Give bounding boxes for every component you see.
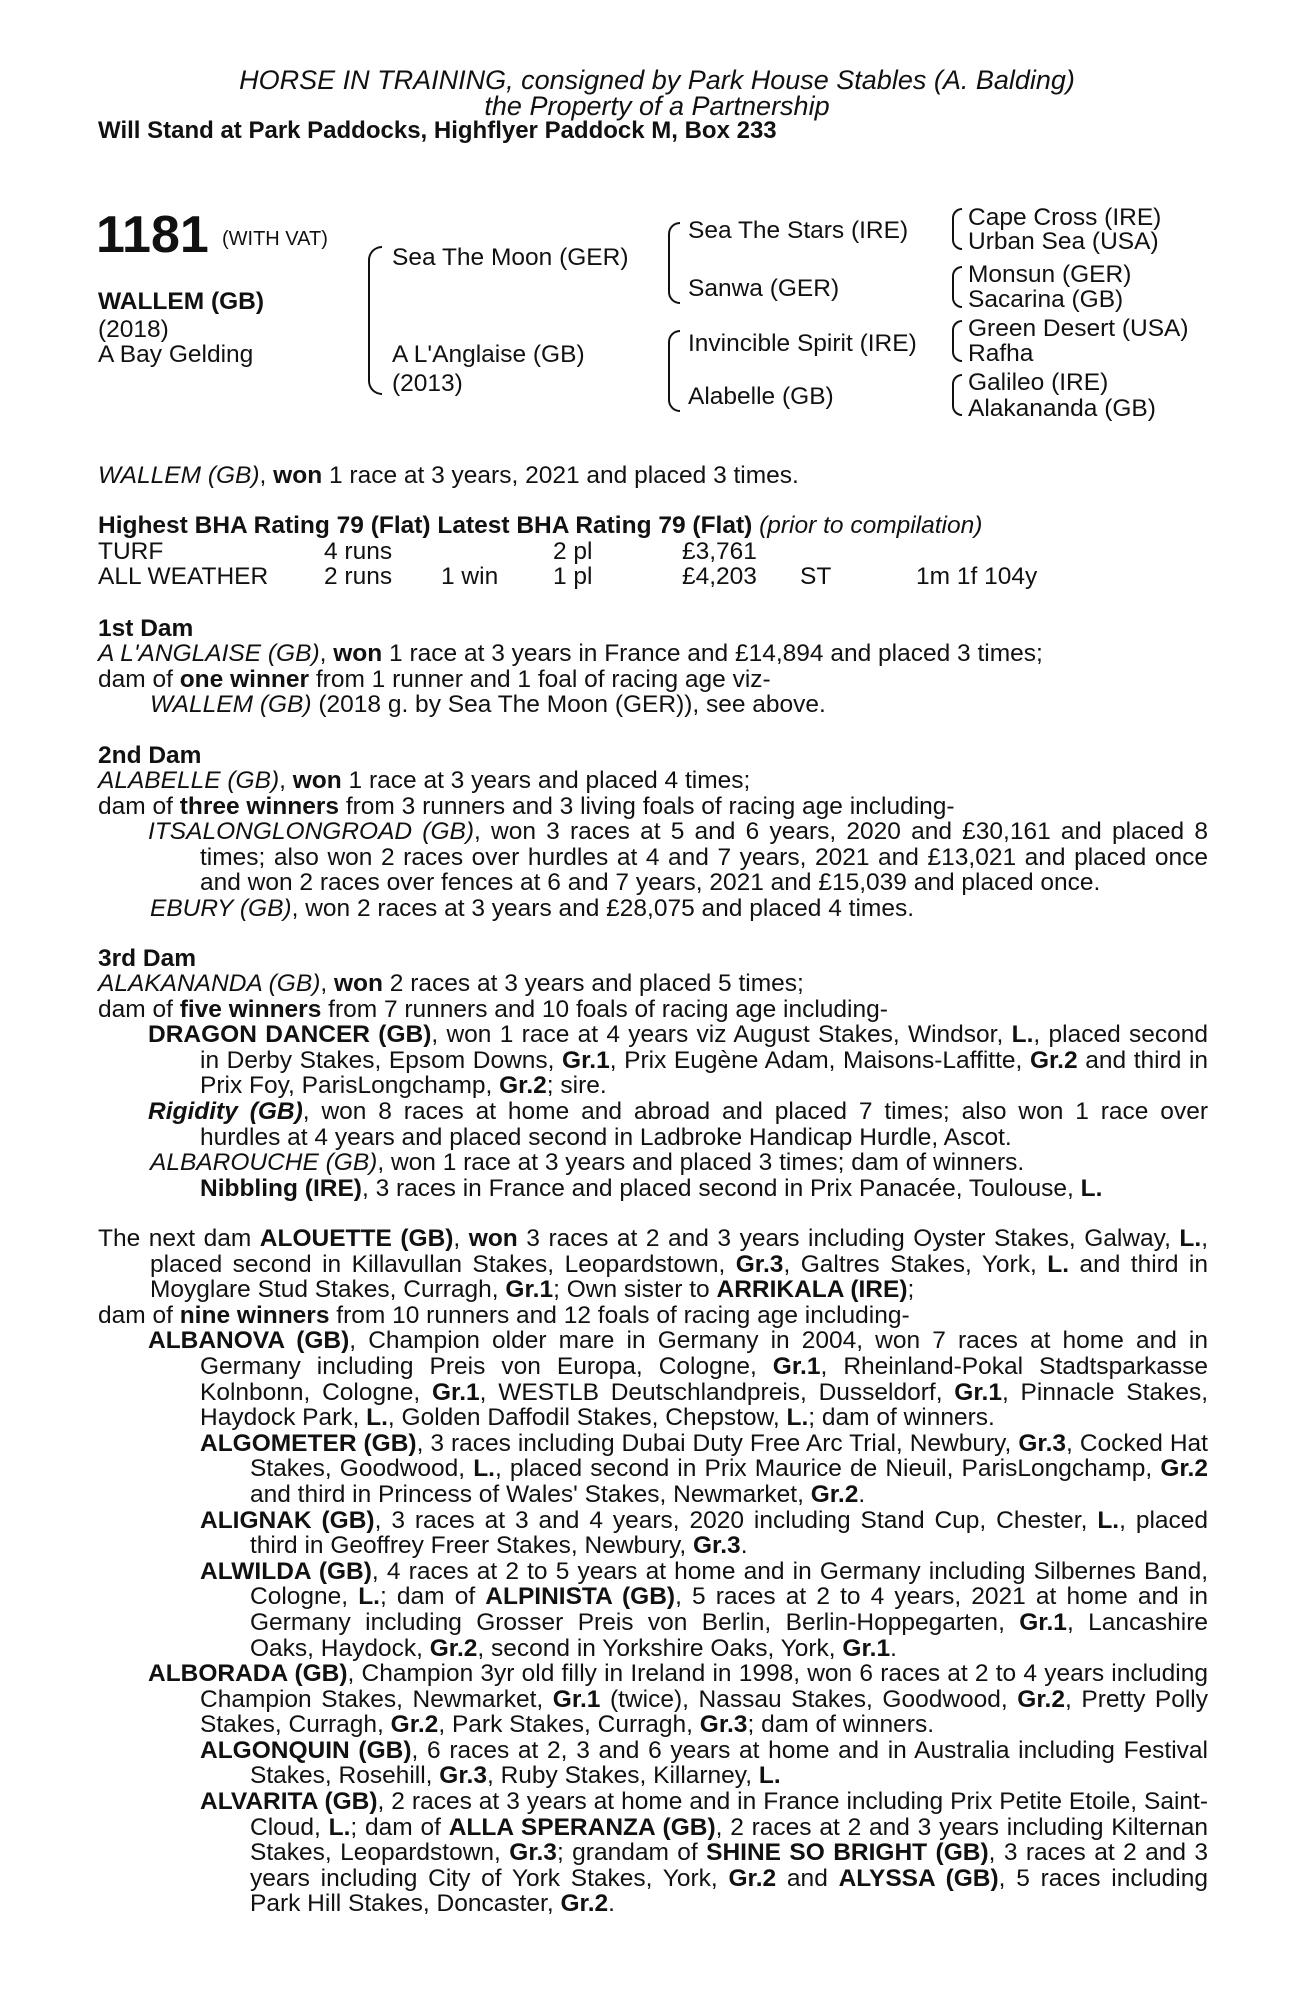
pedigree-ssd: Urban Sea (USA) xyxy=(968,228,1159,255)
lot-number: 1181 xyxy=(96,206,209,264)
header-location: Will Stand at Park Paddocks, Highflyer Paddock M, Box 233 xyxy=(98,117,777,144)
pedigree-sss: Cape Cross (IRE) xyxy=(968,204,1162,231)
horse-year: (2018) xyxy=(98,316,169,343)
pedigree-dam: A L'Anglaise (GB) xyxy=(392,341,585,368)
pedigree-sire: Sea The Moon (GER) xyxy=(392,244,629,271)
pedigree-dss: Green Desert (USA) xyxy=(968,315,1189,342)
bha-rating: Highest BHA Rating 79 (Flat) Latest BHA Rating 79 (Flat) (prior to compilation) xyxy=(98,512,983,539)
pedigree-ds: Invincible Spirit (IRE) xyxy=(688,330,917,357)
dam2-heading: 2nd Dam xyxy=(98,742,202,769)
pedigree-brace-dam xyxy=(668,330,680,412)
rating-row-turf: TURF 4 runs 2 pl £3,761 xyxy=(98,538,757,565)
dam1-section: A L'ANGLAISE (GB), won 1 race at 3 years in France and £14,894 and placed 3 times; dam of one winner from 1 runner and 1 foal of racing age viz- WALLEM (GB) (2018 g. by Sea The Moon (GER)), see above. xyxy=(98,640,1043,719)
header-title: HORSE IN TRAINING, consigned by Park House Stables (A. Balding) xyxy=(239,65,1075,95)
pedigree-dd: Alabelle (GB) xyxy=(688,383,834,410)
pedigree-sd: Sanwa (GER) xyxy=(688,275,840,302)
pedigree-brace-sd xyxy=(952,266,962,308)
horse-name: WALLEM (GB) xyxy=(98,288,265,315)
rating-row-aw: ALL WEATHER 2 runs 1 win 1 pl £4,203 ST 1m 1f 104y xyxy=(98,563,1038,590)
dam3-section: ALAKANANDA (GB), won 2 races at 3 years and placed 5 times; dam of five winners from 7 runners and 10 foals of racing age including- DRAGON DANCER (GB), won 1 race at 4 years viz August Stakes, Windsor, L., placed second in Derby Stakes, Epsom Downs, Gr.1, Prix Eugène Adam, Maisons-Laffitte, Gr.2 and third in Prix Foy, ParisLongchamp, Gr.2; sire. Rigidity (GB), won 8 races at home and abroad and placed 7 times; also won 1 race over hurdles at 4 years and placed second in Ladbroke Handicap Hurdle, Ascot. ALBAROUCHE (GB), won 1 race at 3 years and placed 3 times; dam of winners. Nibbling (IRE), 3 races in France and placed second in Prix Panacée, Toulouse, L. xyxy=(98,970,1209,1202)
horse-desc: A Bay Gelding xyxy=(98,341,254,368)
pedigree-sds: Monsun (GER) xyxy=(968,261,1132,288)
pedigree-brace-dd xyxy=(952,374,962,416)
pedigree-dds: Galileo (IRE) xyxy=(968,369,1109,396)
dam3-heading: 3rd Dam xyxy=(98,945,197,972)
header-subtitle: the Property of a Partnership xyxy=(484,91,830,121)
dam1-heading: 1st Dam xyxy=(98,615,194,642)
dam2-section: ALABELLE (GB), won 1 race at 3 years and placed 4 times; dam of three winners from 3 runners and 3 living foals of racing age including- ITSALONGLONGROAD (GB), won 3 races at 5 and 6 years, 2020 and £30,161 and placed 8 times; also won 2 races over hurdles at 4 and 7 years, 2021 and £13,021 and placed once and won 2 races over fences at 6 and 7 years, 2021 and £15,039 and placed once. EBURY (GB), won 2 races at 3 years and £28,075 and placed 4 times. xyxy=(98,767,1208,922)
next-dam-section: The next dam ALOUETTE (GB), won 3 races at 2 and 3 years including Oyster Stakes, Galway, L., placed second in Killavullan Stakes, Leopardstown, Gr.3, Galtres Stakes, York, L. and third in Moyglare Stud Stakes, Curragh, Gr.1; Own sister to ARRIKALA (IRE); dam of nine winners from 10 runners and 12 foals of racing age including- ALBANOVA (GB), Champion older mare in Germany in 2004, won 7 races at home and in Germany including Preis von Europa, Cologne, Gr.1, Rheinland-Pokal Stadtsparkasse Kolnbonn, Cologne, Gr.1, WESTLB Deutschlandpreis, Dusseldorf, Gr.1, Pinnacle Stakes, Haydock Park, L., Golden Daffodil Stakes, Chepstow, L.; dam of winners. ALGOMETER (GB), 3 races including Dubai Duty Free Arc Trial, Newbury, Gr.3, Cocked Hat Stakes, Goodwood, L., placed second in Prix Maurice de Nieuil, ParisLongchamp, Gr.2 and third in Princess of Wales' Stakes, Newmarket, Gr.2. ALIGNAK (GB), 3 races at 3 and 4 years, 2020 including Stand Cup, Chester, L., placed third in Geoffrey Freer Stakes, Newbury, Gr.3. ALWILDA (GB), 4 races at 2 to 5 years at home and in Germany including Silbernes Band, Cologne, L.; dam of ALPINISTA (GB), 5 races at 2 to 4 years, 2021 at home and in Germany including Grosser Preis von Berlin, Berlin-Hoppegarten, Gr.1, Lancashire Oaks, Haydock, Gr.2, second in Yorkshire Oaks, York, Gr.1. ALBORADA (GB), Champion 3yr old filly in Ireland in 1998, won 6 races at 2 to 4 years including Champion Stakes, Newmarket, Gr.1 (twice), Nassau Stakes, Goodwood, Gr.2, Pretty Polly Stakes, Curragh, Gr.2, Park Stakes, Curragh, Gr.3; dam of winners. ALGONQUIN (GB), 6 races at 2, 3 and 6 years at home and in Australia including Festival Stakes, Rosehill, Gr.3, Ruby Stakes, Killarney, L. ALVARITA (GB), 2 races at 3 years at home and in France including Prix Petite Etoile, Saint-Cloud, L.; dam of ALLA SPERANZA (GB), 2 races at 2 and 3 years including Kilternan Stakes, Leopardstown, Gr.3; grandam of SHINE SO BRIGHT (GB), 3 races at 2 and 3 years including City of York Stakes, York, Gr.2 and ALYSSA (GB), 5 races including Park Hill Stakes, Doncaster, Gr.2. xyxy=(98,1225,1209,1918)
pedigree-ddd: Alakananda (GB) xyxy=(968,395,1156,422)
pedigree-brace-ss xyxy=(952,208,962,250)
pedigree-sdd: Sacarina (GB) xyxy=(968,286,1124,313)
pedigree-ss: Sea The Stars (IRE) xyxy=(688,217,909,244)
pedigree-dsd: Rafha xyxy=(968,340,1034,367)
pedigree-brace-main xyxy=(368,246,382,395)
race-summary: WALLEM (GB), won 1 race at 3 years, 2021 and placed 3 times. xyxy=(98,462,799,489)
pedigree-brace-sire xyxy=(668,222,680,304)
pedigree-dam-year: (2013) xyxy=(392,370,463,397)
pedigree-brace-ds xyxy=(952,320,962,362)
lot-vat: (WITH VAT) xyxy=(222,228,328,250)
